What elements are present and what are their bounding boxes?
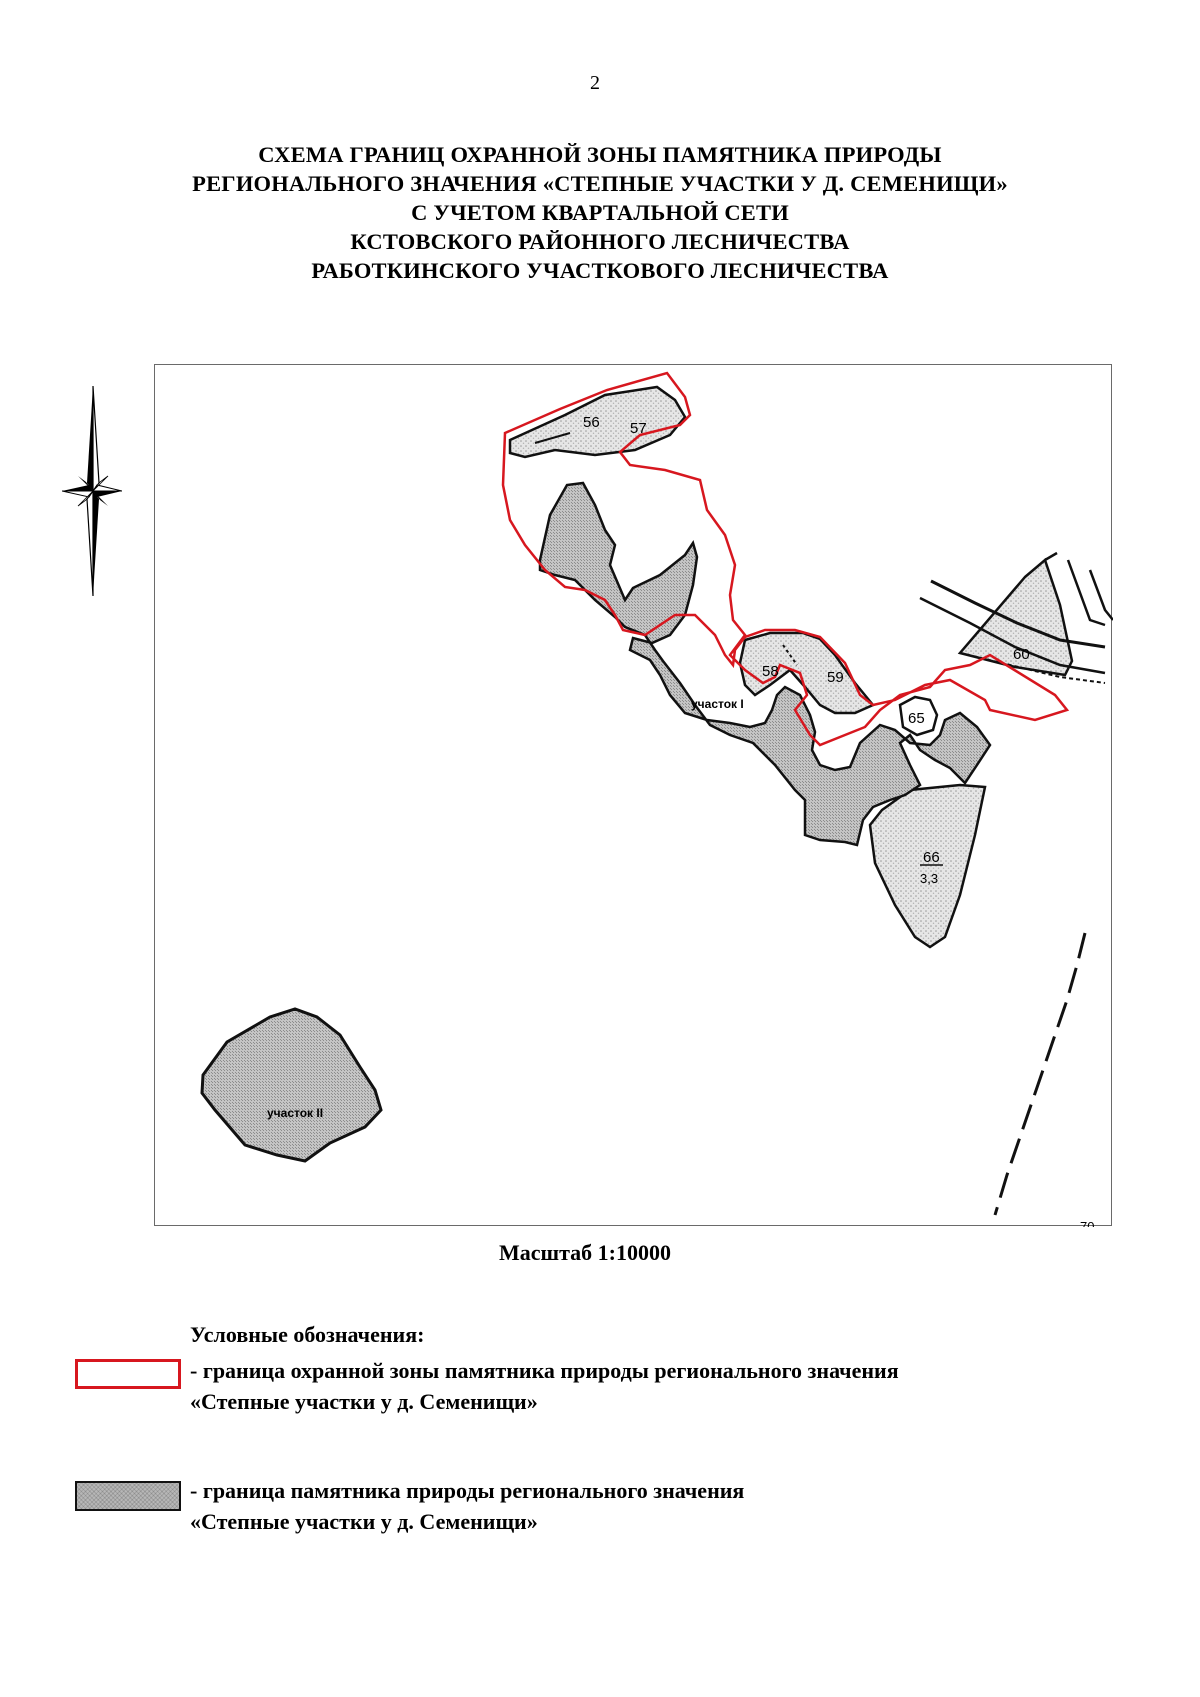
title-line: РАБОТКИНСКОГО УЧАСТКОВОГО ЛЕСНИЧЕСТВА [311,258,889,283]
north-arrow-icon [62,386,122,596]
title-line: СХЕМА ГРАНИЦ ОХРАННОЙ ЗОНЫ ПАМЯТНИКА ПРИРОДЫ [258,142,942,167]
plot-label-2: участок II [267,1106,324,1120]
forest-quarter-58-59 [740,633,873,713]
title-line: РЕГИОНАЛЬНОГО ЗНАЧЕНИЯ «СТЕПНЫЕ УЧАСТКИ У Д. СЕМЕНИЩИ» [192,171,1008,196]
quarter-label-66: 66 [923,849,940,866]
quarter-label-56: 56 [583,414,600,431]
legend-text-line2: «Степные участки у д. Семенищи» [190,1509,538,1534]
quarter-label-57: 57 [630,420,647,437]
page-title [60,140,1140,285]
legend-text-line2: «Степные участки у д. Семенищи» [190,1389,538,1414]
map-scale: Масштаб 1:10000 [498,1240,671,1265]
quarter-label-70: 70 [1080,1219,1095,1227]
legend-text-line1: - граница охранной зоны памятника природы регионального значения [190,1358,899,1383]
quarter-area-66: 3,3 [920,871,939,886]
legend-title: Условные обозначения: [190,1322,425,1347]
forest-quarter-66 [870,785,985,947]
map-svg [155,365,1113,1227]
legend-item-monument [0,1475,1150,1545]
plot-label-1: участок I [691,697,744,711]
quarter-label-60: 60 [1013,646,1030,663]
quarter-label-58: 58 [762,663,779,680]
legend-swatch-red-border [75,1359,181,1389]
legend-text-line1: - граница памятника природы регионального значения [190,1478,745,1503]
monument-plot-2 [202,1009,381,1161]
map-area [154,364,1112,1226]
title-line: С УЧЕТОМ КВАРТАЛЬНОЙ СЕТИ [411,200,789,225]
quarter-label-65: 65 [908,710,925,727]
legend-item-protection-zone [0,1355,1150,1425]
title-line: КСТОВСКОГО РАЙОННОГО ЛЕСНИЧЕСТВА [350,229,850,254]
page-number: 2 [590,72,600,94]
quarter-label-59: 59 [827,669,844,686]
legend-swatch-hatched [75,1481,181,1511]
